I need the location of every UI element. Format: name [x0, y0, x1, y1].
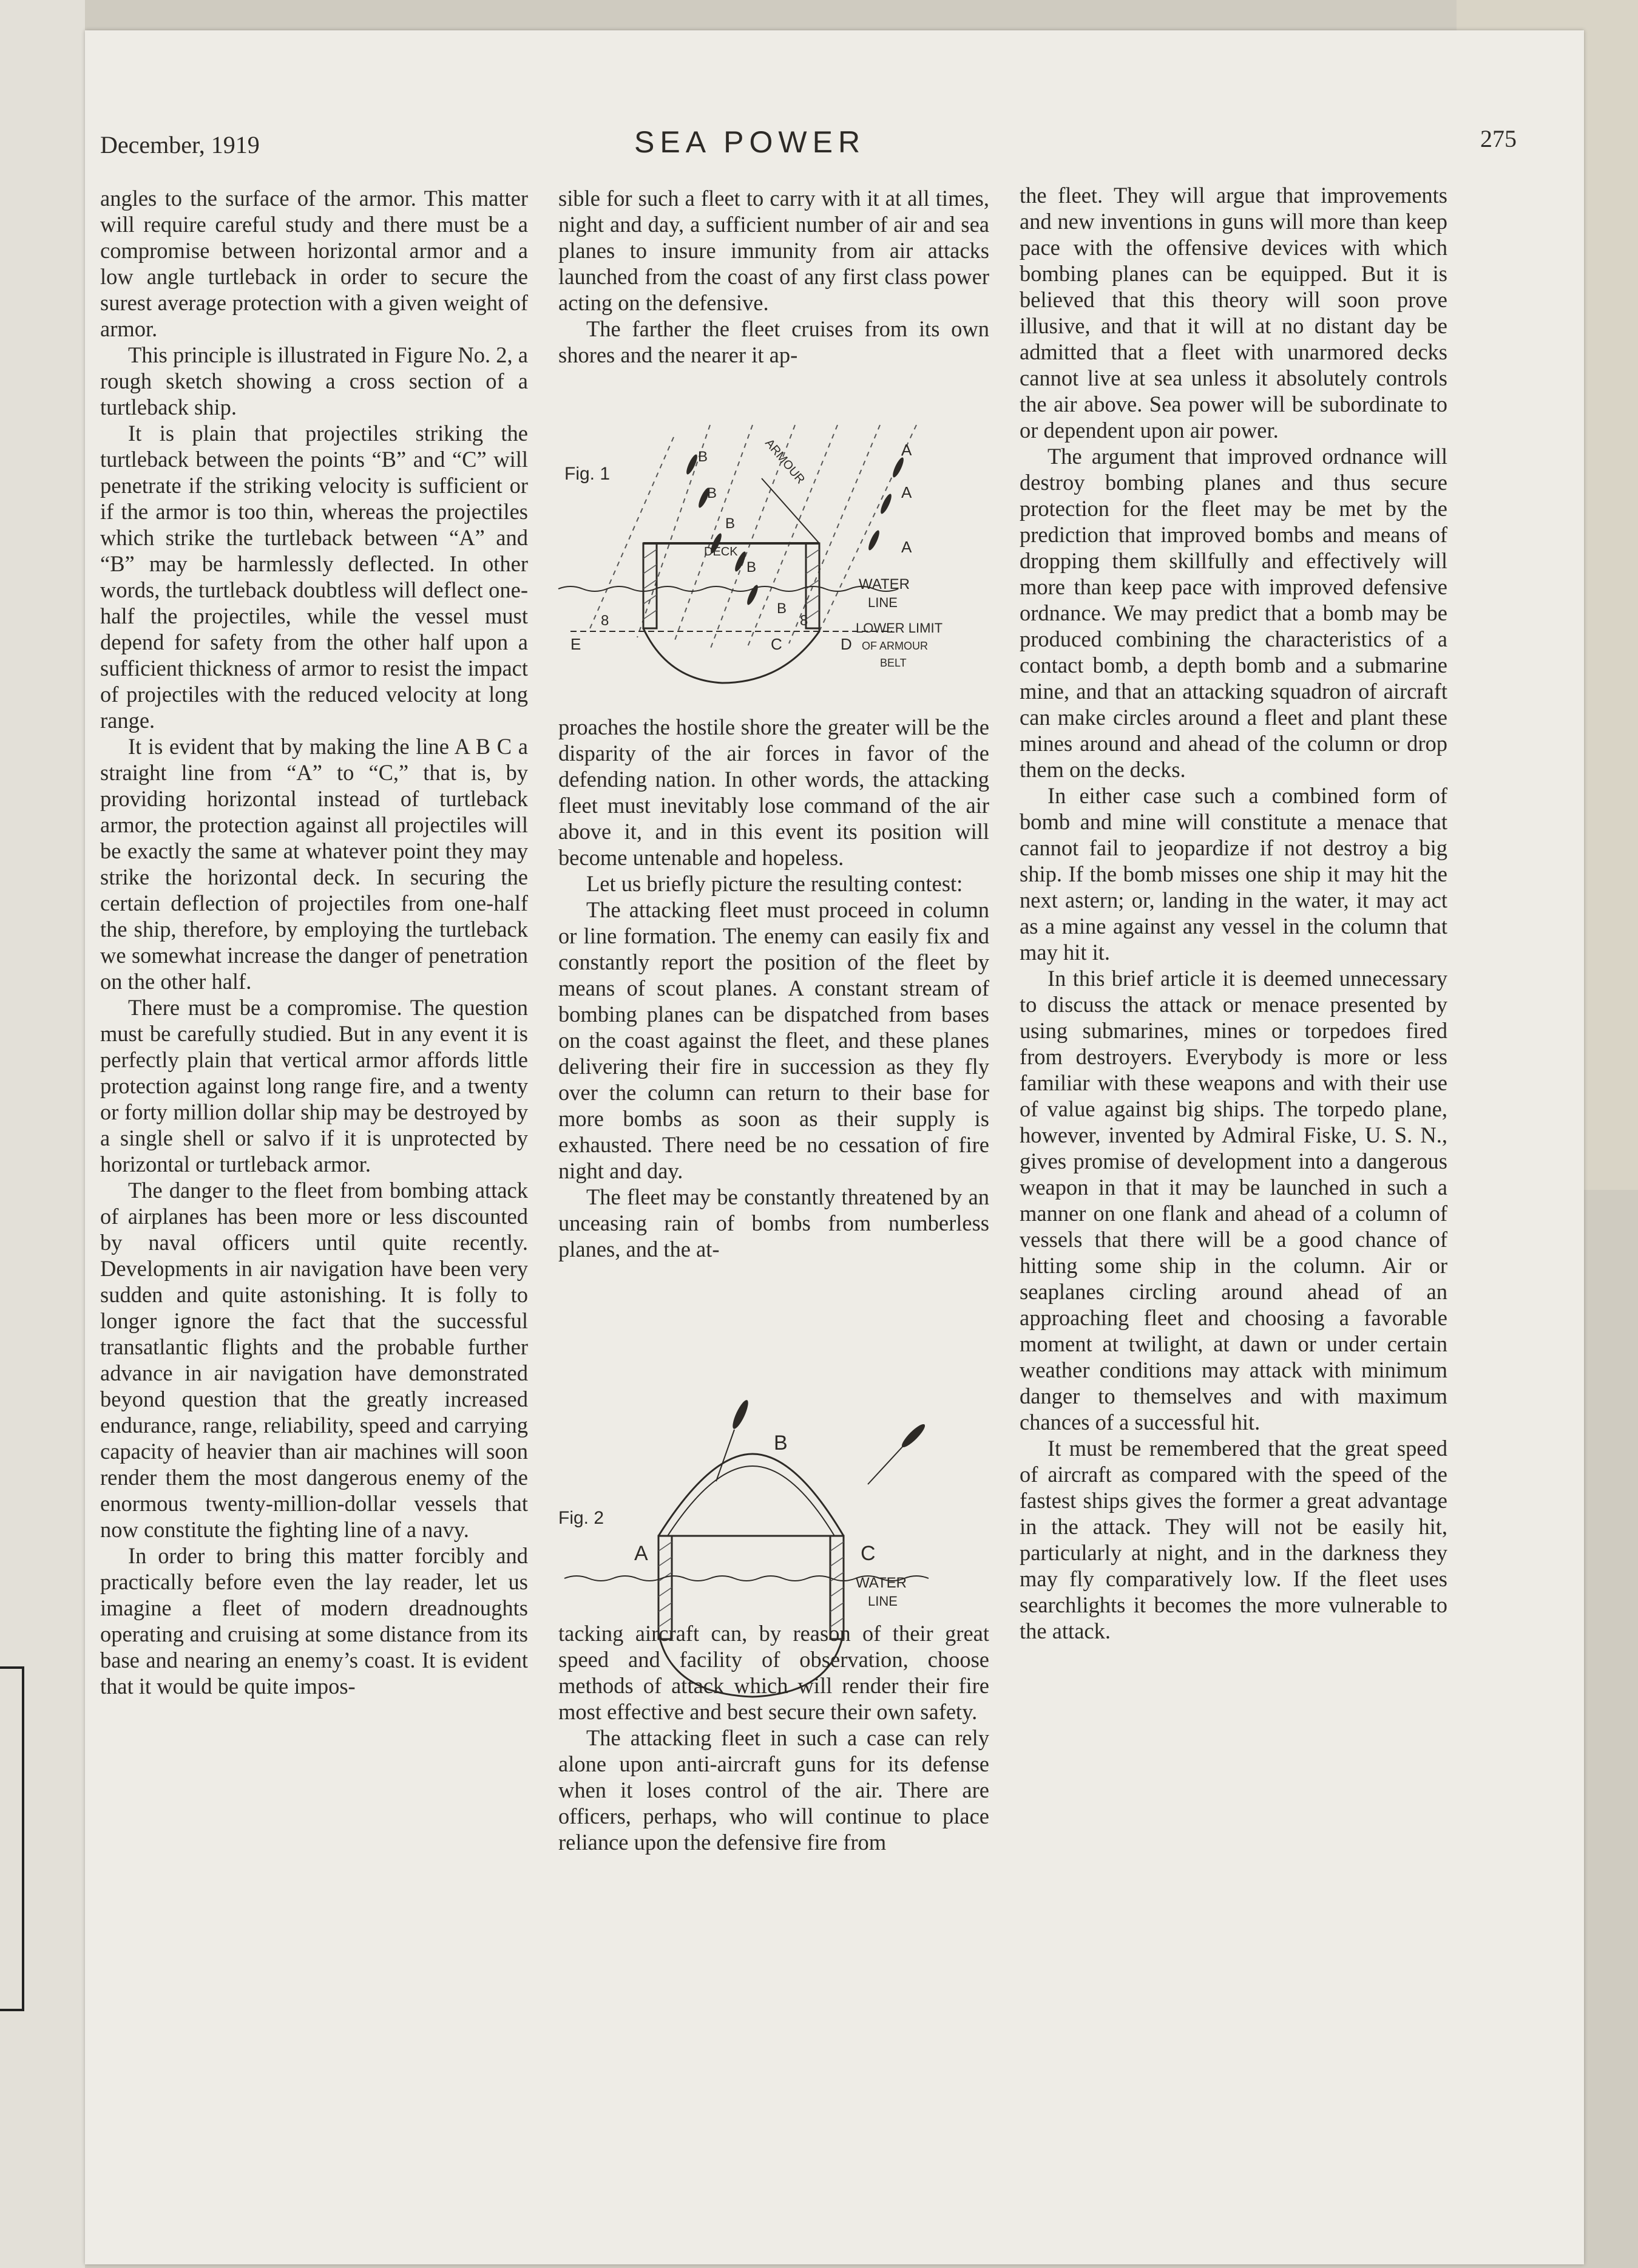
paragraph: The farther the fleet cruises from its own shores and the nearer it ap- — [558, 316, 989, 367]
paragraph: It is evident that by making the line A B C a straight line from “A” to “C,” that is, by providing horizontal instead of turtleback armor, the protection against all projectiles will be exactly the same at whatever point they may strike the horizontal deck. In securing the certain deflection of projectiles from one-half the ship, therefore, by employing the turtleback we somewhat increase the danger of penetration on the other half. — [100, 734, 528, 994]
paragraph: The attacking fleet must proceed in column or line formation. The enemy can easily fix and constantly report the position of the fleet by means of scout planes. A constant stream of bombing planes can be dispatched from bases on the coast against the fleet, and these planes delivering their fire in succession as they fly over the column can return to their base for more bombs as soon as their supply is exhausted. There need be no cessation of fire night and day. — [558, 897, 989, 1183]
point-b-label: B — [725, 515, 736, 532]
paragraph: tacking aircraft can, by reason of their great speed and facility of observation, choose methods of attack which will render their fire most effective and best secure their own safety. — [558, 1621, 989, 1724]
deck-label: DECK — [704, 545, 738, 559]
paragraph: It must be remembered that the great speed of aircraft as compared with the speed of the fastest ships gives the former a great advantage in the attack. They will not be easily hit, particularly at night, and in the darkness they may fly comparatively low. If the fleet uses searchlights it becomes the more vulnerable to the attack. — [1020, 1436, 1447, 1643]
point-d-label: D — [841, 635, 852, 653]
paragraph: In order to bring this matter forcibly and practically before even the lay reader, let us imagine a fleet of modern dreadnoughts operating and cruising at some distance from its base and nearing an enemy’s coast. It is evident that it would be quite impos- — [100, 1543, 528, 1699]
figure-1-svg — [552, 413, 989, 704]
paragraph: In either case such a combined form of bomb and mine will constitute a menace that cannot fail to jeopardize if not destroy a big ship. If the bomb misses one ship it may hit the next astern; or, landing in the water, it may act as a mine against any vessel in the column that may hit it. — [1020, 783, 1447, 965]
angle-label: 8 — [601, 613, 609, 629]
adjacent-page-box — [0, 1666, 24, 2011]
angle-label: 8 — [800, 613, 808, 629]
point-c-label: C — [771, 635, 782, 653]
paragraph: Let us briefly picture the resulting contest: — [586, 871, 963, 896]
figure-2-svg — [552, 1378, 989, 1718]
paragraph: The fleet may be constantly threatened by an unceasing rain of bombs from numberless planes, and the at- — [558, 1184, 989, 1261]
of-armour-label: OF ARMOUR — [862, 640, 929, 652]
line-label: LINE — [868, 1594, 898, 1609]
page-number: 275 — [1480, 125, 1517, 152]
paragraph: sible for such a fleet to carry with it at all times, night and day, a sufficient number of air and sea planes to insure immunity from air attacks launched from the coast of any first class power acting on the defensive. — [558, 186, 989, 315]
paragraph: the fleet. They will argue that improvements and new inventions in guns will more than keep pace with the offensive devices with which bombing planes can be equipped. But it is believed that this theory will soon prove illusive, and that it will at no distant day be admitted that a fleet with unarmored decks cannot live at sea unless it absolutely controls the air above. Sea power will be subordinate to or dependent upon air power. — [1020, 183, 1447, 443]
point-b-label: B — [774, 1431, 788, 1455]
paragraph: The danger to the fleet from bombing attack of airplanes has been more or less discounted by naval officers until quite recently. Developments in air navigation have been very sudden and quite astonishing. It is folly to longer ignore the fact that the successful transatlantic flights and the probable further advance in air navigation have demonstrated beyond question that the greatly increased endurance, range, reliability, speed and carrying capacity of heavier than air machines will soon render them the most dangerous enemy of the enormous twenty-million-dollar vessels that now constitute the fighting line of a navy. — [100, 1178, 528, 1542]
point-b-label: B — [698, 449, 708, 465]
point-a-label: A — [901, 441, 912, 459]
belt-label: BELT — [880, 657, 907, 669]
paragraph: The attacking fleet in such a case can rely alone upon anti-aircraft guns for its defense when it loses control of the air. There are officers, perhaps, who will continue to place reliance upon the defensive fire from — [558, 1725, 989, 1855]
paragraph: This principle is illustrated in Figure No. 2, a rough sketch showing a cross section of a turtleback ship. — [100, 342, 528, 419]
paragraph: proaches the hostile shore the greater will be the disparity of the air forces in favor of the defending nation. In other words, the attacking fleet must inevitably lose command of the air above it, and in this event its position will become untenable and hopeless. — [558, 715, 989, 870]
figure-1-label: Fig. 1 — [564, 464, 611, 484]
paragraph: angles to the surface of the armor. This matter will require careful study and there must be a compromise between horizontal armor and a low angle turtleback in order to secure the surest average protection with a given weight of armor. — [100, 186, 528, 341]
armour-label: ARMOUR — [762, 436, 808, 487]
paragraph: In this brief article it is deemed unnecessary to discuss the attack or menace presented by using submarines, mines or torpedoes fired from destroyers. Everybody is more or less familiar with these weapons and with their use of value against big ships. The torpedo plane, however, invented by Admiral Fiske, U. S. N., gives promise of development into a dangerous weapon in that it may be launched in such a manner on one flank and ahead of a column of vessels that there will be a good chance of hitting some ship in the column. Air or seaplanes circling around ahead of an approaching fleet and choosing a favorable moment at twilight, at dawn or under certain weather conditions may attack with minimum danger to themselves and with maximum chances of a successful hit. — [1020, 966, 1447, 1434]
figure-2-diagram — [552, 1378, 989, 1718]
issue-date: December, 1919 — [100, 131, 260, 158]
text-column-3 — [1020, 182, 1447, 1644]
paragraph: There must be a compromise. The question must be carefully studied. But in any event it is perfectly plain that vertical armor affords little protection against long range fire, and a twenty or forty million dollar ship may be destroyed by a single shell or salvo if it is unprotected by horizontal or turtleback armor. — [100, 995, 528, 1176]
point-e-label: E — [570, 635, 581, 653]
paragraph: The argument that improved ordnance will destroy bombing planes and thus secure protection for the fleet may be met by the prediction that improved bombs and means of dropping them skillfully and effectively will more than keep pace with improved defensive ordnance. We may predict that a bomb may be produced combining the characteristics of a contact bomb, a depth bomb and a submarine mine, and that an attacking squadron of aircraft can make circles around a fleet and plant these mines around and ahead of the column or drop them on the decks. — [1020, 444, 1447, 782]
text-column-1 — [100, 185, 528, 1699]
point-a-label: A — [901, 538, 912, 556]
figure-1-diagram — [552, 413, 989, 704]
water-label: WATER — [859, 576, 910, 592]
point-b-label: B — [707, 485, 717, 501]
journal-title: SEA POWER — [634, 125, 866, 159]
point-b-label: B — [777, 600, 787, 617]
lower-limit-label: LOWER LIMIT — [856, 620, 943, 636]
water-label: WATER — [856, 1575, 907, 1591]
point-a-label: A — [634, 1542, 648, 1565]
point-c-label: C — [861, 1542, 876, 1565]
point-a-label: A — [901, 483, 912, 501]
paragraph: It is plain that projectiles striking the turtleback between the points “B” and “C” will penetrate if the striking velocity is sufficient or if the armor is too thin, whereas the projectiles which strike the turtleback between “A” and “B” may be harmlessly deflected. In other words, the turtleback doubtless will deflect one-half the projectiles, while the vessel must depend for safety from the other half upon a sufficient thickness of armor to resist the impact of projectiles with the reduced velocity at long range. — [100, 421, 528, 733]
figure-2-label: Fig. 2 — [558, 1508, 604, 1528]
point-b-label: B — [746, 559, 757, 575]
line-label: LINE — [868, 595, 898, 610]
page-header — [100, 124, 1517, 173]
